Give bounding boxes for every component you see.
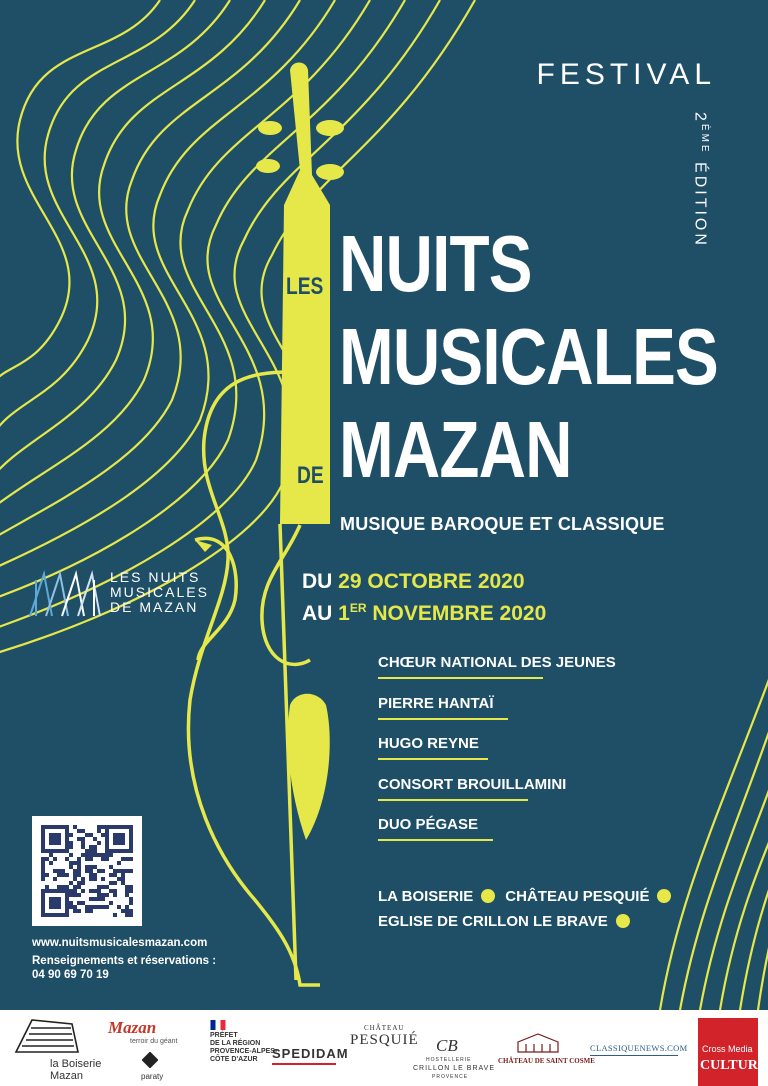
artist-name: CONSORT BROUILLAMINI bbox=[378, 775, 567, 793]
venue-name: LA BOISERIE bbox=[378, 888, 474, 905]
edition-word: ÉDITION bbox=[691, 154, 709, 248]
logo-line-3: DE MAZAN bbox=[110, 599, 199, 615]
title-line-3: MAZAN bbox=[339, 405, 572, 494]
artist-name: HUGO REYNE bbox=[378, 735, 479, 752]
dates-au: AU bbox=[302, 602, 339, 625]
venue-name: EGLISE DE CRILLON LE BRAVE bbox=[378, 913, 608, 930]
sponsor-crillon-1: HOSTELLERIE bbox=[426, 1057, 472, 1063]
crillon-monogram: CB bbox=[436, 1036, 458, 1055]
website-link[interactable]: www.nuitsmusicalesmazan.com bbox=[32, 937, 208, 949]
sponsor-mazan-sub: terroir du géant bbox=[130, 1038, 178, 1045]
qr-code-icon bbox=[41, 825, 133, 917]
sponsor-classiquenews: CLASSIQUENEWS.COM bbox=[590, 1043, 688, 1053]
sponsor-pesquie: PESQUIÉ bbox=[350, 1032, 419, 1048]
qr-code[interactable] bbox=[32, 816, 142, 926]
artist-underline bbox=[378, 758, 488, 760]
sponsor-pesquie-small: CHÂTEAU bbox=[364, 1024, 405, 1032]
venue-dot-icon bbox=[657, 889, 671, 903]
dates-end-sup: ER bbox=[349, 601, 367, 615]
logo-line-1: LES NUITS bbox=[110, 569, 201, 585]
dates-du: DU bbox=[302, 570, 339, 593]
boiserie-building-icon bbox=[12, 1016, 82, 1056]
french-flag-icon bbox=[210, 1020, 226, 1030]
sponsor-cross-media: Cross Media bbox=[702, 1044, 753, 1054]
sponsor-mazan: Mazan bbox=[108, 1018, 157, 1037]
sponsor-prefet bbox=[210, 1032, 277, 1064]
contact-info bbox=[32, 936, 216, 982]
artist-item bbox=[378, 816, 616, 857]
logo-line-2: MUSICALES bbox=[110, 584, 209, 600]
edition-label bbox=[682, 112, 722, 252]
sponsor-paraty: paraty bbox=[141, 1072, 164, 1081]
artist-underline bbox=[378, 677, 543, 679]
venue-name: CHÂTEAU PESQUIÉ bbox=[505, 888, 650, 905]
subtitle: MUSIQUE BAROQUE ET CLASSIQUE bbox=[340, 514, 665, 534]
prefet-line-4: CÔTE D'AZUR bbox=[210, 1056, 258, 1063]
venue-list bbox=[378, 888, 681, 938]
title-les: LES bbox=[286, 273, 324, 300]
sponsor-culture: CULTURE bbox=[700, 1058, 768, 1073]
prefet-line-1: PRÉFET bbox=[210, 1032, 238, 1039]
artist-underline bbox=[378, 799, 528, 801]
artist-item bbox=[378, 776, 616, 817]
logo-mark-icon bbox=[28, 570, 102, 618]
sponsor-spedidam: SPEDIDAM bbox=[272, 1046, 349, 1061]
paraty-icon bbox=[142, 1052, 158, 1068]
artist-underline bbox=[378, 839, 493, 841]
contact-label: Renseignements et réservations : bbox=[32, 955, 217, 967]
artist-item bbox=[378, 695, 616, 736]
artist-underline bbox=[378, 718, 508, 720]
prefet-line-3: PROVENCE-ALPES- bbox=[210, 1048, 278, 1055]
sponsor-culture-box bbox=[698, 1018, 768, 1086]
classiquenews-underline bbox=[590, 1055, 678, 1056]
artist-name: CHŒUR NATIONAL DES JEUNES bbox=[378, 654, 616, 671]
festival-logo bbox=[28, 568, 209, 618]
artist-list bbox=[378, 654, 616, 857]
edition-number: 2 bbox=[691, 112, 709, 124]
sponsor-boiserie-2: Mazan bbox=[50, 1070, 84, 1082]
sponsor-bar bbox=[0, 1010, 768, 1086]
artist-item bbox=[378, 654, 616, 695]
sponsor-crillon-2: CRILLON LE BRAVE bbox=[413, 1065, 496, 1072]
venue-dot-icon bbox=[616, 914, 630, 928]
dates-start: 29 OCTOBRE 2020 bbox=[338, 570, 525, 593]
title-de: DE bbox=[297, 462, 324, 489]
dates-end-rest: NOVEMBRE 2020 bbox=[366, 602, 547, 625]
artist-item bbox=[378, 735, 616, 776]
artist-name: DUO PÉGASE bbox=[378, 816, 479, 833]
spedidam-underline bbox=[272, 1063, 336, 1065]
artist-name: PIERRE HANTAÏ bbox=[378, 694, 494, 712]
title-line-1: NUITS bbox=[339, 219, 532, 308]
chateau-building-icon bbox=[516, 1030, 560, 1054]
venue-dot-icon bbox=[481, 889, 495, 903]
dates-end-day: 1 bbox=[338, 602, 350, 625]
sponsor-boiserie-1: la Boiserie bbox=[50, 1058, 102, 1070]
sponsor-saint-cosme: CHÂTEAU DE SAINT COSME bbox=[498, 1057, 595, 1065]
festival-dates bbox=[302, 569, 546, 627]
title-line-2: MUSICALES bbox=[339, 312, 718, 401]
phone-number: 04 90 69 70 19 bbox=[32, 969, 109, 981]
prefet-line-2: DE LA RÉGION bbox=[210, 1040, 261, 1047]
edition-suffix: ÈME bbox=[699, 123, 710, 155]
sponsor-crillon-3: PROVENCE bbox=[432, 1074, 469, 1080]
festival-label: FESTIVAL bbox=[536, 58, 716, 91]
